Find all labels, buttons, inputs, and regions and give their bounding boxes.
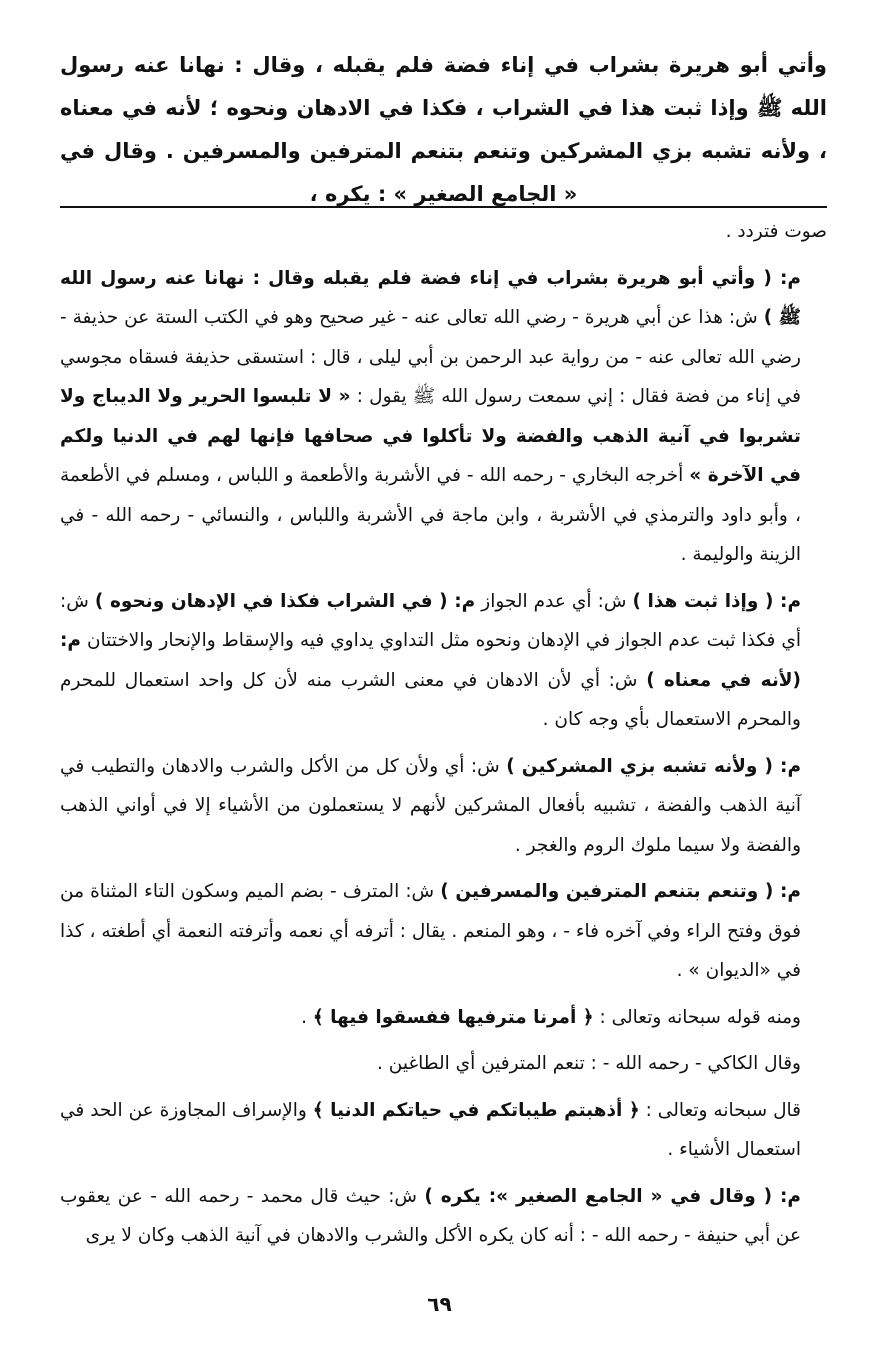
commentary-text: ش: حيث قال محمد - رحمه الله - عن يعقوب عن أبي حنيفة - رحمه الله - : أنه كان يكره الأكل والشرب والادهان في آنية الذهب وكان لا يرى	[60, 1185, 801, 1246]
matn-text: وأتي أبو هريرة بشراب في إناء فضة فلم يقبله ، وقال : نهانا عنه رسول الله ﷺ وإذا ثبت هذا في الشراب ، فكذا في الادهان ونحوه ؛ لأنه في معناه ، ولأنه تشبه بزي المشركين وتنعم بتنعم المترفين والمسرفين . وقال في « الجامع الصغير » : يكره ،	[60, 53, 827, 206]
commentary-text: أخرجه البخاري - رحمه الله - في الأشربة والأطعمة و اللباس ، ومسلم في الأطعمة ، وأبو داود والترمذي في الأشربة ، وابن ماجة في الأشربة واللباس ، والنسائي - رحمه الله - في الزينة والوليمة .	[60, 465, 801, 565]
commentary-paragraph: وقال الكاكي - رحمه الله - : تنعم المترفين أي الطاغين .	[377, 1053, 801, 1074]
matn-quote: م: ( ولأنه تشبه بزي المشركين )	[506, 755, 802, 777]
matn-quote: م: ( وأتي أبو هريرة بشراب في إناء فضة فلم يقبله وقال : نهانا عنه رسول الله ﷺ )	[60, 267, 801, 328]
commentary-text: ش: أي فكذا ثبت عدم الجواز في الإدهان ونحوه مثل التداوي يداوي فيه والإسقاط والإنحار والاختتان	[60, 590, 801, 651]
commentary-paragraph	[60, 1177, 827, 1256]
commentary-paragraph: صوت فتردد .	[725, 221, 827, 242]
commentary-paragraph	[60, 259, 827, 575]
matn-quote: م: ( في الشراب فكذا في الإدهان ونحوه )	[94, 590, 476, 612]
hadith-quote: « لا تلبسوا الحرير ولا الديباج ولا تشربوا في آنية الذهب والفضة ولا تأكلوا في صحافها فإنها لهم في الدنيا ولكم في الآخرة »	[60, 386, 801, 486]
commentary-paragraph	[60, 998, 827, 1038]
commentary-text: ومنه قوله سبحانه وتعالى :	[593, 1006, 801, 1028]
divider-line	[60, 206, 827, 208]
commentary-text: قال سبحانه وتعالى :	[639, 1099, 802, 1121]
commentary-text: ش: أي لأن الادهان في معنى الشرب منه لأن كل واحد استعمال للمحرم والمحرم الاستعمال بأي وجه كان .	[60, 669, 801, 730]
commentary-text: .	[301, 1006, 313, 1028]
commentary-paragraph	[60, 1091, 827, 1170]
commentary	[60, 212, 827, 1263]
quran-quote: ﴿ أمرنا مترفيها ففسقوا فيها ﴾	[312, 1006, 594, 1028]
matn-quote: م: ( وتنعم بتنعم المترفين والمسرفين )	[440, 881, 801, 902]
quran-quote: ﴿ أذهبتم طيباتكم في حياتكم الدنيا ﴾	[312, 1099, 640, 1121]
matn-quote: م: ( وإذا ثبت هذا )	[632, 590, 801, 612]
matn-quote: م: ( وقال في « الجامع الصغير »: يكره )	[424, 1185, 801, 1207]
matn-quote: م: (لأنه في معناه )	[60, 630, 801, 691]
commentary-paragraph	[60, 582, 827, 740]
commentary-text: والإسراف المجاوزة عن الحد في استعمال الأشياء .	[60, 1099, 801, 1160]
commentary-paragraph	[60, 872, 827, 991]
commentary-paragraph	[60, 747, 827, 866]
commentary-text: ش: هذا عن أبي هريرة - رضي الله تعالى عنه - غير صحيح وهو في الكتب الستة عن حذيفة - رضي الله تعالى عنه - من رواية عبد الرحمن بن أبي ليلى ، قال : استسقى حذيفة فسقاه مجوسي في إناء من فضة فقال : إني سمعت رسول الله ﷺ يقول :	[60, 307, 801, 407]
page-number: ٦٩	[427, 1292, 452, 1316]
commentary-text: ش: أي عدم الجواز	[475, 590, 633, 612]
commentary-text: ش: المترف - بضم الميم وسكون التاء المثناة من فوق وفتح الراء وفي آخره فاء - ، وهو المنعم . يقال : أترفه أي نعمه وأترفته النعمة أي أطغته ، كذا في «الديوان » .	[60, 881, 801, 981]
commentary-text: ش: أي ولأن كل من الأكل والشرب والادهان والتطيب في آنية الذهب والفضة ، تشبيه بأفعال المشركين لأنهم لا يستعملون من الأشياء إلا في أواني الذهب والفضة ولا سيما ملوك الروم والغجر .	[60, 755, 801, 856]
